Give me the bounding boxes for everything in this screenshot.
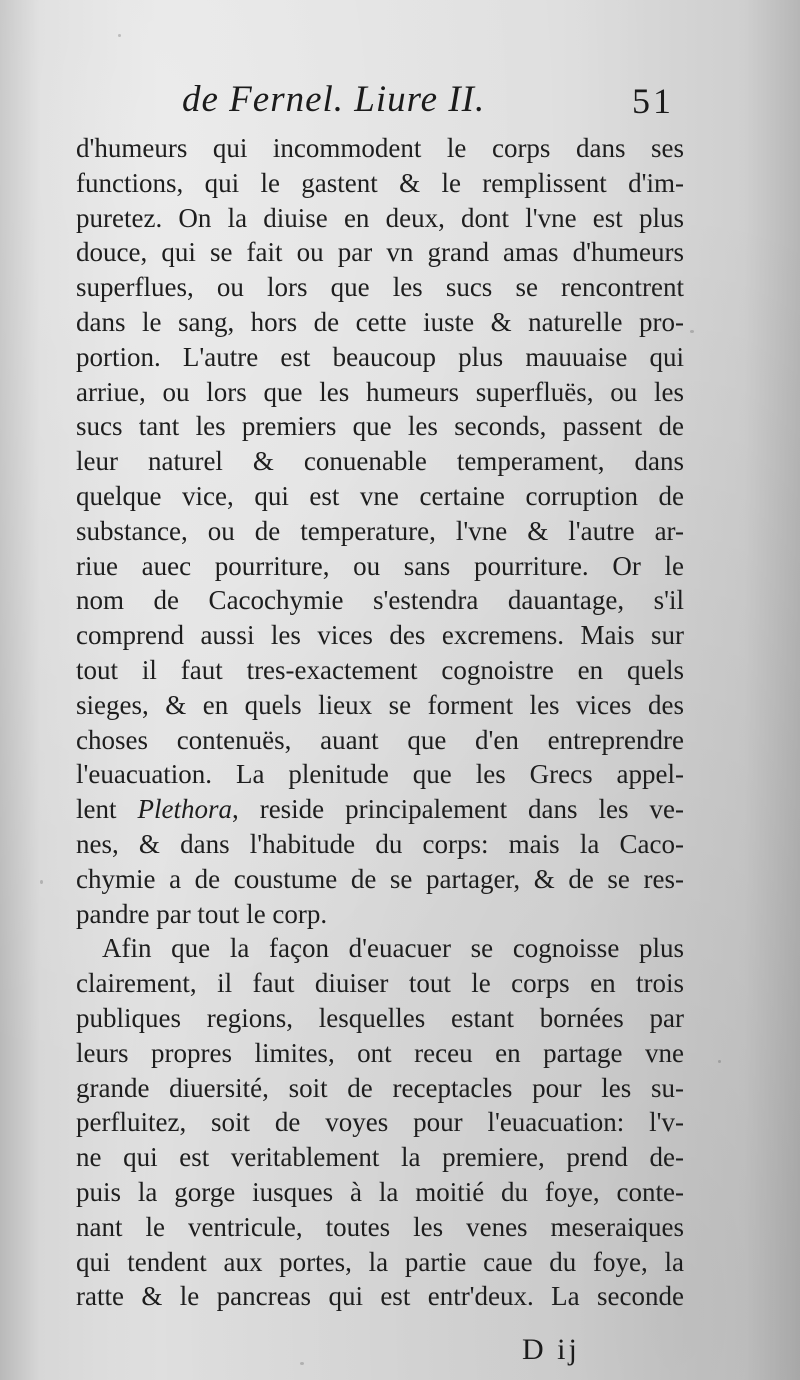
text-line — [76, 444, 684, 479]
text-line — [76, 340, 684, 375]
text-line — [76, 166, 684, 201]
text-line — [76, 305, 684, 340]
text-line — [76, 966, 684, 1001]
text-line — [76, 479, 684, 514]
text-line — [76, 1210, 684, 1245]
text-line-content: leur naturel & conuenable temperament, dans — [76, 446, 684, 477]
text-line-content: portion. L'autre est beaucoup plus mauuaise qui — [76, 341, 684, 372]
text-line-content: d'humeurs qui incommodent le corps dans ses — [76, 133, 684, 163]
text-line — [76, 1175, 684, 1210]
text-line-content: l'euacuation. La plenitude que les Grecs appel- — [76, 759, 684, 790]
text-line — [76, 235, 684, 270]
text-line — [76, 201, 684, 236]
text-line-content: pandre par tout le corp. — [76, 898, 328, 929]
paper-speck — [118, 34, 121, 37]
text-line — [76, 897, 684, 932]
italic-term: Plethora — [137, 794, 232, 825]
text-line-content: tout il faut tres-exactement cognoistre en quels — [76, 654, 684, 685]
text-line-content: nes, & dans l'habitude du corps: mais la Caco- — [76, 828, 684, 859]
text-line — [76, 270, 684, 305]
text-line-content: qui tendent aux portes, la partie caue du foye, la — [76, 1246, 684, 1277]
text-line-content: comprend aussi les vices des excremens. Mais sur — [76, 620, 684, 651]
text-line-content: puis la gorge iusques à la moitié du foye, conte- — [76, 1176, 684, 1207]
text-line-content: arriue, ou lors que les humeurs superfluës, ou les — [76, 376, 684, 407]
text-line-content: sucs tant les premiers que les seconds, passent de — [76, 411, 684, 442]
text-line-content: douce, qui se fait ou par vn grand amas d'humeurs — [76, 237, 684, 268]
text-line-content: grande diuersité, soit de receptacles pour les su- — [76, 1072, 684, 1103]
text-line — [76, 549, 684, 584]
text-line — [76, 653, 684, 688]
text-line — [76, 792, 684, 827]
text-line — [76, 1071, 684, 1106]
text-line-content: choses contenuës, auant que d'en entreprendre — [76, 724, 684, 755]
text-line-content: functions, qui le gastent & le remplissent d'im- — [76, 167, 684, 198]
paper-speck — [300, 1362, 304, 1365]
text-line — [76, 723, 684, 758]
text-line-content: clairement, il faut diuiser tout le corps en trois — [76, 968, 684, 999]
text-line-content: perfluitez, soit de voyes pour l'euacuation: l'v- — [76, 1107, 684, 1138]
text-line-content: lent — [76, 794, 138, 825]
running-head: de Fernel. Liure II. — [182, 79, 486, 120]
text-line-content: publiques regions, lesquelles estant bornées par — [76, 1002, 684, 1033]
page-number: 51 — [632, 81, 674, 121]
paper-speck — [718, 1060, 721, 1063]
text-line-content: quelque vice, qui est vne certaine corruption de — [76, 480, 684, 511]
text-line — [76, 618, 684, 653]
paper-speck — [690, 330, 694, 333]
text-line-content: ratte & le pancreas qui est entr'deux. La seconde — [76, 1281, 684, 1312]
text-line — [76, 375, 684, 410]
text-line-content: leurs propres limites, ont receu en partage vne — [76, 1037, 684, 1068]
signature-mark: D ij — [522, 1333, 580, 1366]
text-line — [76, 827, 684, 862]
paper-speck — [40, 880, 43, 884]
text-line-content: riue auec pourriture, ou sans pourriture. Or le — [76, 550, 684, 581]
text-line — [76, 688, 684, 723]
text-line-content: ne qui est veritablement la premiere, prend de- — [76, 1142, 684, 1173]
page-header — [0, 78, 800, 128]
text-line — [76, 757, 684, 792]
body-text — [76, 131, 684, 1314]
text-line-content: superflues, ou lors que les sucs se rencontrent — [76, 272, 684, 303]
text-line-content: dans le sang, hors de cette iuste & naturelle pro- — [76, 306, 684, 337]
text-line — [76, 514, 684, 549]
text-line — [76, 931, 684, 966]
text-line — [76, 1279, 684, 1314]
text-line — [76, 862, 684, 897]
text-line-content: nant le ventricule, toutes les venes meseraiques — [76, 1211, 684, 1242]
text-line — [76, 583, 684, 618]
text-line-content: nom de Cacochymie s'estendra dauantage, s'il — [76, 585, 684, 616]
text-line-content: substance, ou de temperature, l'vne & l'autre ar- — [76, 515, 684, 546]
text-line-content: puretez. On la diuise en deux, dont l'vne est plus — [76, 202, 684, 233]
text-line — [76, 1140, 684, 1175]
text-line — [76, 409, 684, 444]
text-line-continuation: , reside principalement dans les ve- — [231, 794, 684, 825]
text-line — [76, 131, 684, 166]
text-line-content: Afin que la façon d'euacuer se cognoisse plus — [102, 933, 684, 964]
text-line — [76, 1105, 684, 1140]
text-line-content: chymie a de coustume de se partager, & de se res- — [76, 863, 684, 894]
text-line-content: sieges, & en quels lieux se forment les vices des — [76, 689, 684, 720]
text-line — [76, 1245, 684, 1280]
text-line — [76, 1001, 684, 1036]
text-line — [76, 1036, 684, 1071]
